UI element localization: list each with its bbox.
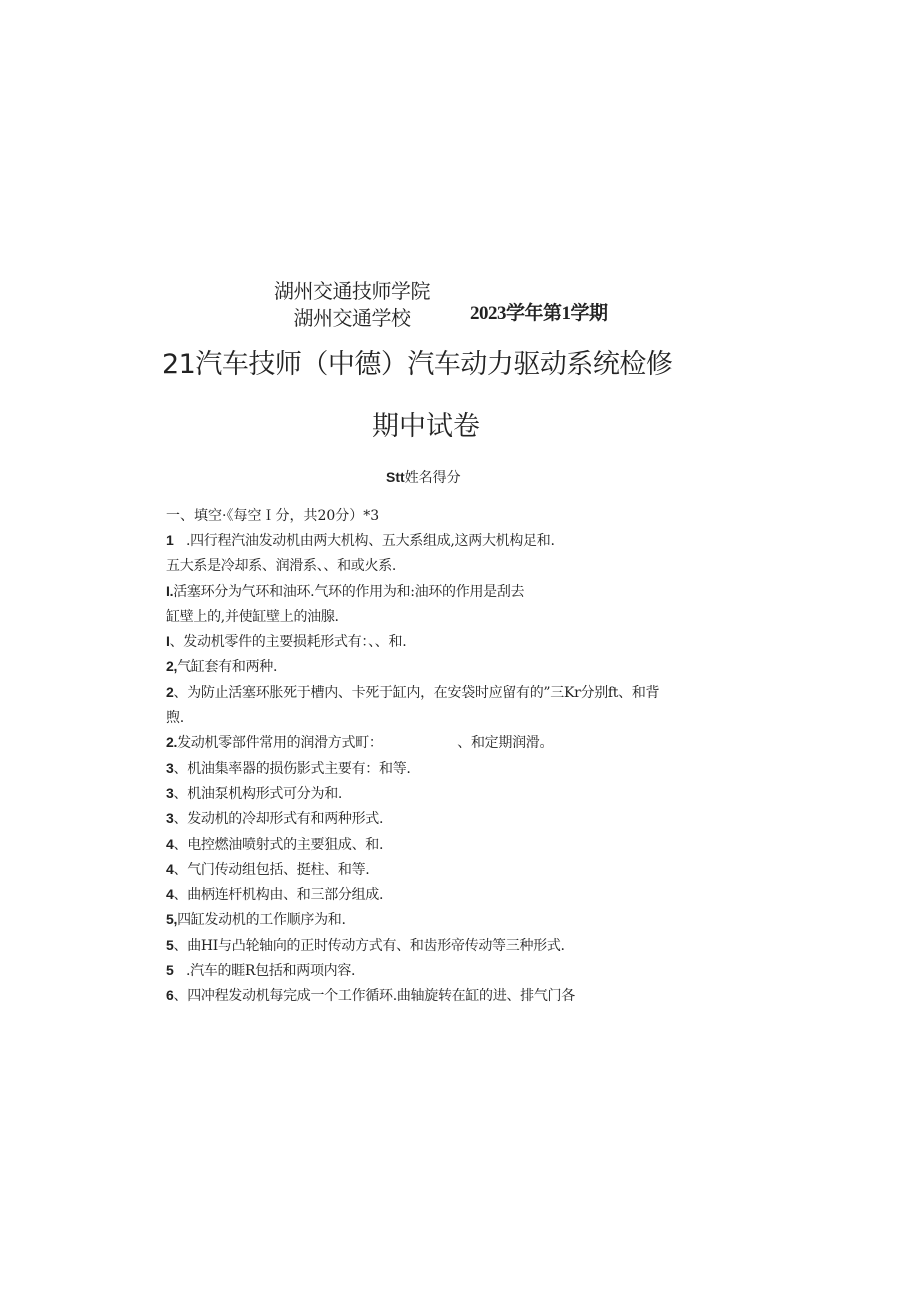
question-number: 2, (166, 658, 178, 675)
question-text: 、曲柄连杆机构由、和三部分组成. (173, 887, 384, 904)
question-number: 4 (166, 886, 174, 903)
student-info-prefix: Stt (386, 469, 405, 485)
question-text: .汽车的睚R包括和两项内容. (173, 963, 356, 980)
question-number: 5 (166, 962, 174, 979)
question-text: 、发动机的冷却形式有和两种形式. (173, 811, 384, 828)
question-text: 、为防止活塞环胀死于槽内、卡死于缸内，在安袋时应留有的”三Kr分别ft、和背 (173, 684, 660, 701)
question-text: 四缸发动机的工作顺序为和. (177, 912, 346, 929)
question-number: 1 (166, 532, 174, 548)
question-line (166, 758, 726, 783)
course-title: 21汽车技师（中德）汽车动力驱动系统检修 (162, 349, 673, 380)
school-names (262, 278, 442, 332)
question-line (166, 732, 726, 757)
question-line (166, 935, 726, 960)
question-text: 、四冲程发动机每完成一个工作循环.曲轴旋转在缸的进、排气门各 (173, 988, 575, 1005)
question-line (166, 985, 726, 1010)
question-text: 缸壁上的,并使缸壁上的油腺. (166, 608, 339, 625)
question-line (166, 631, 726, 656)
term-label: 2023学年第1学期 (470, 303, 608, 324)
question-number: 5, (166, 911, 178, 928)
question-line (166, 859, 726, 884)
question-number: 4 (166, 860, 174, 877)
question-list (166, 530, 726, 1011)
question-number: 6 (166, 987, 174, 1004)
section-heading-fill-blank: 一、填空·《每空Ｉ分，共20分）*3 (166, 508, 380, 524)
question-number: 5 (166, 936, 174, 953)
question-text: 、机油集率器的损伤影式主要有：和等. (173, 760, 411, 777)
question-text: 、曲HI与凸轮轴向的正时传动方式有、和齿形帝传动等三种形式. (173, 937, 565, 954)
question-number: I (166, 633, 170, 650)
question-line (166, 884, 726, 909)
question-text: 、电控燃油喷射式的主要狙成、和. (173, 836, 384, 853)
question-text: 五大系是冷却系、润滑系、、和或火系. (166, 558, 397, 575)
student-info-line (386, 467, 461, 487)
student-info-fields: 姓名得分 (404, 470, 461, 486)
question-number: 3 (166, 784, 174, 801)
question-text: .四行程汽油发动机由两大机构、五大系组成,这两大机构足和. (173, 533, 555, 549)
question-text: 、气门传动组包括、挺柱、和等. (173, 861, 370, 878)
question-line (166, 581, 726, 606)
question-line (166, 909, 726, 934)
question-text: 发动机零部件常用的润滑方式町： 、和定期润滑。 (177, 735, 554, 752)
question-line (166, 555, 726, 580)
question-text: 活塞环分为气环和油环.气环的作用为和:油环的作用是刮去 (173, 583, 525, 600)
question-number: 2. (166, 734, 178, 751)
question-number: 4 (166, 835, 174, 852)
question-line (166, 707, 726, 732)
question-number: I. (166, 582, 174, 599)
question-line (166, 606, 726, 631)
school-name-technician-college: 湖州交通技师学院 (274, 279, 430, 303)
question-number: 3 (166, 810, 174, 827)
question-number: 2 (166, 683, 174, 700)
question-text: 、发动机零件的主要损耗形式有：、、和. (169, 634, 407, 651)
question-line (166, 960, 726, 985)
question-line (166, 808, 726, 833)
exam-title: 期中试卷 (372, 411, 480, 442)
question-line (166, 834, 726, 859)
question-line (166, 682, 726, 707)
question-line (166, 783, 726, 808)
question-line (166, 530, 726, 555)
question-line (166, 656, 726, 681)
question-text: 煦. (166, 710, 184, 727)
question-text: 、机油泵机构形式可分为和. (173, 785, 343, 802)
school-name-transport-school: 湖州交通学校 (293, 306, 411, 330)
question-number: 3 (166, 759, 174, 776)
question-text: 气缸套有和两种. (177, 659, 278, 676)
